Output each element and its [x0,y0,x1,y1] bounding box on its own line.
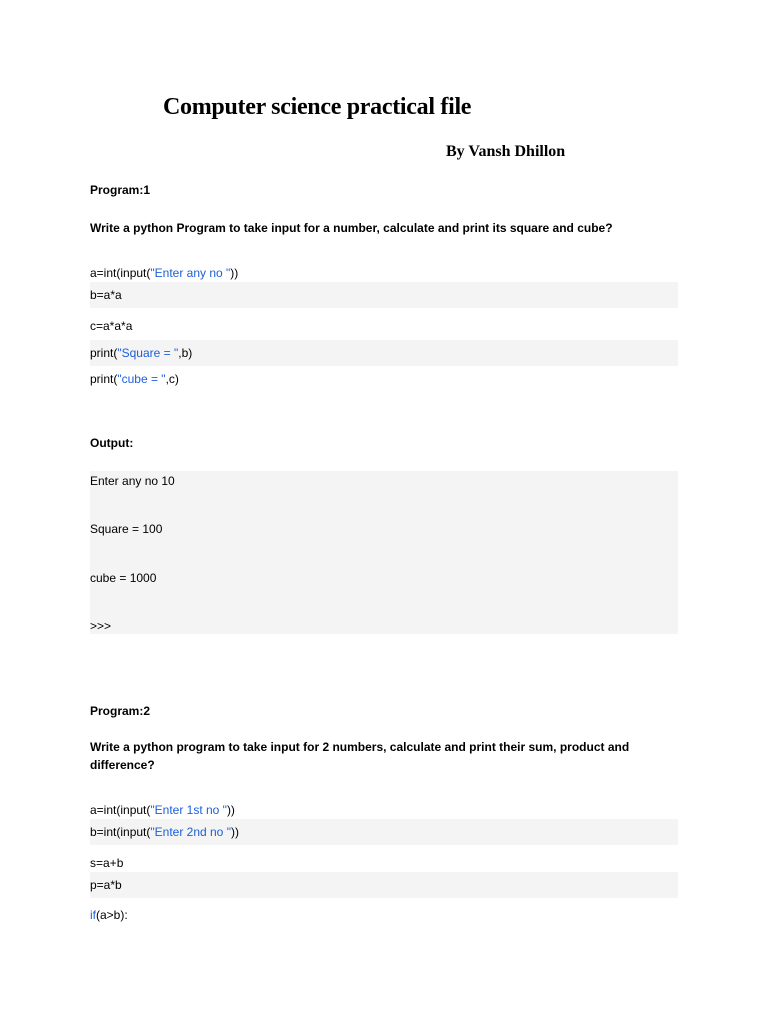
code-text: ,b) [178,346,193,360]
program-1-heading: Program:1 [90,183,151,197]
output-box [90,471,678,634]
document-title: Computer science practical file [163,94,472,120]
code-text: ,c) [165,372,179,386]
string-literal: "cube = " [117,372,166,386]
code-text: )) [226,803,235,817]
code-text: a=int(input( [90,803,151,817]
code-line [90,282,678,308]
string-literal: "Square = " [117,346,179,360]
code-line [90,340,678,366]
output-line: Square = 100 [90,522,163,536]
code-text: a=int(input( [90,266,151,280]
code-text: print( [90,372,118,386]
code-text: )) [230,825,239,839]
code-text: print( [90,346,118,360]
output-line: >>> [90,619,112,633]
output-line: cube = 1000 [90,571,157,585]
code-line [90,819,678,845]
code-text: b=int(input( [90,825,151,839]
code-text: c=a*a*a [90,319,133,333]
program-1-question: Write a python Program to take input for a number, calculate and print its square and cube? [90,221,613,235]
keyword: if [90,908,96,922]
code-line [90,313,678,339]
code-line [90,366,678,392]
string-literal: "Enter any no " [150,266,231,280]
program-2-heading: Program:2 [90,704,151,718]
code-text: b=a*a [90,288,122,302]
output-heading: Output: [90,436,134,450]
code-text: p=a*b [90,878,122,892]
string-literal: "Enter 1st no " [150,803,227,817]
document-author: By Vansh Dhillon [446,143,566,160]
string-literal: "Enter 2nd no " [150,825,231,839]
output-line: Enter any no 10 [90,474,175,488]
code-text: )) [230,266,239,280]
code-text: (a>b): [96,908,128,922]
program-2-question: Write a python program to take input for 2 numbers, calculate and print their sum, product and difference? [90,740,630,772]
code-line [90,872,678,898]
code-text: s=a+b [90,856,124,870]
code-line [90,902,678,928]
